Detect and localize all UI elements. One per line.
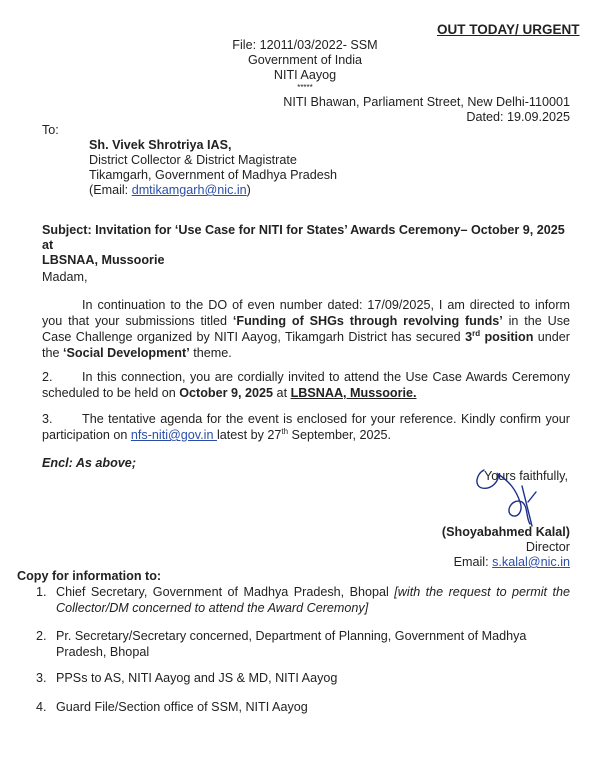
letterhead (215, 38, 395, 92)
para3-text-b: latest by 27 (216, 428, 282, 442)
para1-text-a: In continuation to the DO of even number dated: 17/09/2025, I am directed to inform you that your submissions titled (42, 298, 570, 328)
para3-number: 3. (42, 412, 53, 426)
recipient-place: Tikamgarh, Government of Madhya Pradesh (89, 168, 338, 182)
closing: Yours faithfully, (484, 469, 569, 483)
copy-item-text: PPSs to AS, NITI Aayog and JS & MD, NITI Aayog (56, 671, 338, 685)
para2-text-c: at (273, 386, 291, 400)
to-label: To: (42, 123, 59, 137)
copy-item-number: 4. (36, 700, 47, 714)
para1-text-c: in the Use Case Challenge organized by NITI Aayog, Tikamgarh District has secured (42, 314, 571, 344)
copy-item-2 (36, 628, 570, 660)
signatory-title: Director (525, 540, 570, 554)
paragraph-3 (42, 411, 570, 443)
para3-text-a: The tentative agenda for the event is enclosed for your reference. Kindly confirm your participation on (42, 412, 570, 442)
urgent-label: OUT TODAY/ URGENT (437, 22, 580, 37)
subject-line-2: LBSNAA, Mussoorie (42, 253, 165, 267)
recipient-designation: District Collector & District Magistrate (89, 153, 297, 167)
position-sup: rd (472, 328, 481, 338)
recipient-name: Sh. Vivek Shrotriya IAS, (89, 138, 232, 152)
position-text (465, 330, 533, 344)
copy-item-number: 2. (36, 629, 47, 643)
recipient-email-line (89, 183, 337, 198)
copy-item-note: [with the request to permit the Collector/DM concerned to attend the Award Ceremony] (56, 585, 570, 615)
position-word: position (480, 330, 534, 344)
theme-name: ‘Social Development’ (63, 346, 190, 360)
email-suffix: ) (246, 183, 251, 197)
salutation: Madam, (42, 270, 88, 284)
copy-item-number: 3. (36, 671, 47, 685)
subject-line-1: Subject: Invitation for ‘Use Case for NITI for States’ Awards Ceremony– October 9, 2025 at (42, 223, 565, 252)
signatory-email-link[interactable]: s.kalal@nic.in (492, 555, 570, 569)
para1-text-e: under the (42, 330, 570, 360)
rsvp-email-link[interactable]: nfs-niti@gov.in (130, 428, 217, 442)
subject (42, 223, 572, 268)
signatory-block (330, 525, 570, 570)
copy-heading: Copy for information to: (17, 569, 162, 583)
para3-text-c: September, 2025. (288, 428, 391, 442)
copy-item-number: 1. (36, 585, 47, 599)
recipient-block (89, 138, 337, 198)
recipient-email-link[interactable]: dmtikamgarh@nic.in (131, 183, 247, 197)
para3-sup: th (281, 426, 289, 436)
sig-email-prefix: Email: (453, 555, 493, 569)
copy-item-text: Pr. Secretary/Secretary concerned, Department of Planning, Government of Madhya Pradesh, Bhopal (56, 629, 527, 659)
para1-text-g: theme. (189, 346, 232, 360)
address-block (250, 95, 570, 125)
enclosure-note: Encl: As above; (42, 456, 137, 470)
ceremony-date: October 9, 2025 (179, 386, 274, 400)
paragraph-1 (42, 297, 570, 361)
copy-item-4 (36, 700, 570, 714)
paragraph-2 (42, 369, 570, 401)
email-prefix: (Email: (89, 183, 132, 197)
government-name: Government of India (247, 53, 363, 67)
organization-name: NITI Aayog (273, 68, 337, 82)
ceremony-venue: LBSNAA, Mussoorie. (290, 386, 417, 400)
copy-item-3 (36, 671, 570, 685)
para2-text-a: In this connection, you are cordially invited to attend the Use Case Awards Ceremony scheduled to be held on (42, 370, 570, 400)
signatory-email-line (330, 555, 570, 570)
signature-mark (470, 462, 550, 532)
position-number: 3 (465, 330, 473, 344)
copy-item-text: Chief Secretary, Government of Madhya Pradesh, Bhopal (56, 585, 395, 599)
copy-item-1 (36, 584, 570, 616)
address: NITI Bhawan, Parliament Street, New Delhi-110001 (283, 95, 570, 109)
submission-title: ‘Funding of SHGs through revolving funds’ (232, 314, 503, 328)
file-number: File: 12011/03/2022- SSM (232, 38, 378, 52)
para2-number: 2. (42, 370, 53, 384)
letter-date: Dated: 19.09.2025 (466, 110, 570, 124)
signatory-name: (Shoyabahmed Kalal) (441, 525, 570, 539)
stars-divider: ***** (297, 83, 313, 92)
copy-item-text: Guard File/Section office of SSM, NITI Aayog (56, 700, 308, 714)
